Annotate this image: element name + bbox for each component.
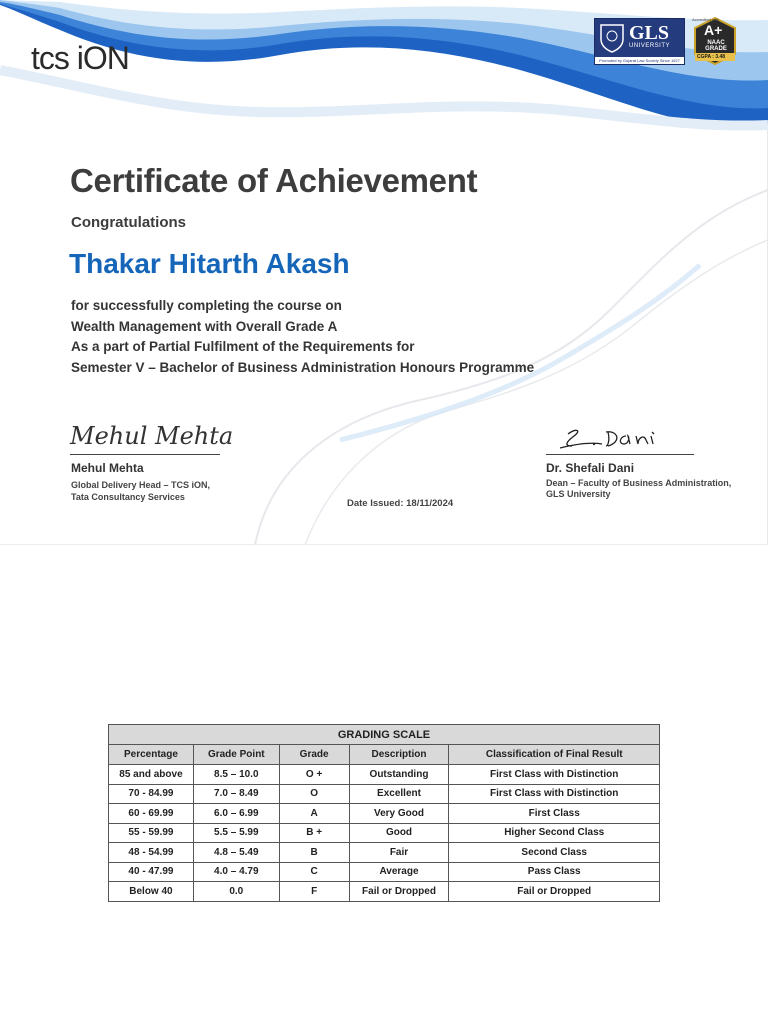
- gls-name: GLS: [629, 22, 670, 44]
- table-cell: F: [279, 882, 349, 902]
- body-line: Wealth Management with Overall Grade A: [71, 318, 338, 334]
- body-line: Semester V – Bachelor of Business Administration Honours Programme: [71, 359, 535, 375]
- tcs-ion-logo: tcs iON: [31, 40, 129, 76]
- table-cell: Higher Second Class: [449, 823, 660, 843]
- table-cell: A: [279, 804, 349, 824]
- column-header: Description: [349, 745, 449, 765]
- table-cell: 40 - 47.99: [109, 862, 194, 882]
- table-cell: Average: [349, 862, 449, 882]
- table-row: [109, 804, 660, 824]
- gls-tagline: Promoted by Gujarat Law Society Since 1927: [595, 57, 684, 64]
- recipient-name: Thakar Hitarth Akash: [69, 248, 350, 279]
- table-header-row: [109, 745, 660, 765]
- table-row: [109, 765, 660, 785]
- table-cell: Fail or Dropped: [349, 882, 449, 902]
- role-line: Dean – Faculty of Business Administration,: [546, 478, 732, 488]
- column-header: Grade: [279, 745, 349, 765]
- table-row: [109, 843, 660, 863]
- table-cell: First Class: [449, 804, 660, 824]
- table-cell: 0.0: [193, 882, 279, 902]
- grading-scale-caption: GRADING SCALE: [109, 725, 660, 745]
- table-cell: 4.0 – 4.79: [193, 862, 279, 882]
- table-cell: Pass Class: [449, 862, 660, 882]
- signer-right-name: Dr. Shefali Dani: [546, 461, 635, 475]
- grading-scale-table: [108, 724, 660, 902]
- gls-university-logo: [594, 18, 685, 65]
- table-cell: 4.8 – 5.49: [193, 843, 279, 863]
- table-cell: 70 - 84.99: [109, 784, 194, 804]
- table-cell: 85 and above: [109, 765, 194, 785]
- table-cell: Very Good: [349, 804, 449, 824]
- naac-cgpa: CGPA : 3.48: [697, 54, 726, 60]
- table-cell: Good: [349, 823, 449, 843]
- column-header: Grade Point: [193, 745, 279, 765]
- certificate-body: [71, 296, 534, 378]
- role-line: GLS University: [546, 489, 611, 499]
- role-line: Global Delivery Head – TCS iON,: [71, 480, 211, 490]
- table-cell: Fail or Dropped: [449, 882, 660, 902]
- table-cell: 6.0 – 6.99: [193, 804, 279, 824]
- table-cell: Fair: [349, 843, 449, 863]
- signature-left: Mehul Mehta: [70, 422, 234, 450]
- table-cell: C: [279, 862, 349, 882]
- table-cell: First Class with Distinction: [449, 784, 660, 804]
- table-cell: Excellent: [349, 784, 449, 804]
- signer-left-name: Mehul Mehta: [71, 461, 144, 475]
- table-row: [109, 784, 660, 804]
- table-cell: B +: [279, 823, 349, 843]
- table-cell: 55 - 59.99: [109, 823, 194, 843]
- table-cell: 48 - 54.99: [109, 843, 194, 863]
- table-cell: First Class with Distinction: [449, 765, 660, 785]
- table-row: [109, 862, 660, 882]
- table-row: [109, 882, 660, 902]
- table-cell: 5.5 – 5.99: [193, 823, 279, 843]
- body-line: As a part of Partial Fulfilment of the Requirements for: [71, 339, 415, 354]
- gls-sub: UNIVERSITY: [629, 43, 671, 49]
- signer-right-role: [546, 478, 731, 500]
- table-cell: Below 40: [109, 882, 194, 902]
- column-header: Percentage: [109, 745, 194, 765]
- signature-line-right: [546, 454, 694, 455]
- body-line: for successfully completing the course on: [71, 298, 342, 313]
- table-cell: 8.5 – 10.0: [193, 765, 279, 785]
- table-cell: 7.0 – 8.49: [193, 784, 279, 804]
- table-cell: O +: [279, 765, 349, 785]
- naac-label: NAAC GRADE: [705, 40, 727, 52]
- naac-accredited: Accredited with: [692, 17, 720, 22]
- table-cell: O: [279, 784, 349, 804]
- certificate-title: Certificate of Achievement: [70, 162, 478, 199]
- signature-right: [556, 422, 666, 452]
- table-cell: B: [279, 843, 349, 863]
- congratulations-text: Congratulations: [71, 214, 186, 231]
- role-line: Tata Consultancy Services: [71, 492, 185, 502]
- column-header: Classification of Final Result: [449, 745, 660, 765]
- signature-line-left: [70, 454, 220, 455]
- naac-grade: A+: [704, 22, 723, 38]
- table-cell: 60 - 69.99: [109, 804, 194, 824]
- table-cell: Outstanding: [349, 765, 449, 785]
- table-row: [109, 823, 660, 843]
- signer-left-role: [71, 479, 210, 503]
- date-issued: Date Issued: 18/11/2024: [347, 498, 454, 509]
- table-cell: Second Class: [449, 843, 660, 863]
- shield-crest-icon: [599, 23, 625, 53]
